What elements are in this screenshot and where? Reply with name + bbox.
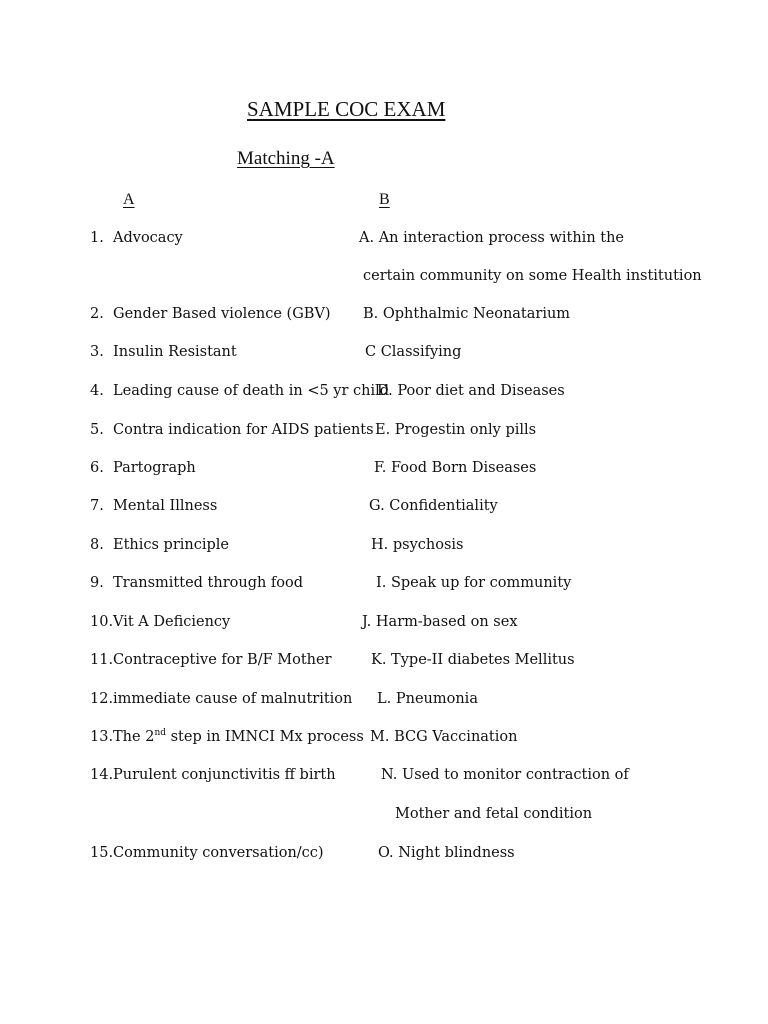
- match-row-14: [0, 764, 768, 786]
- item-definition: J. Harm-based on sex: [362, 614, 518, 630]
- item-number: 2.: [90, 306, 104, 322]
- item-definition: C Classifying: [365, 344, 462, 360]
- item-definition: certain community on some Health institution: [363, 268, 702, 284]
- item-term-end: step in IMNCI Mx process: [166, 729, 364, 745]
- item-definition: O. Night blindness: [378, 845, 515, 861]
- column-b-header: B: [379, 191, 390, 208]
- item-number: 14.: [90, 767, 114, 783]
- ordinal-suffix: nd: [154, 728, 166, 738]
- item-term: Community conversation/cc): [113, 845, 324, 861]
- match-row-9: [0, 572, 768, 594]
- item-number: 12.: [90, 691, 114, 707]
- item-number: 9.: [90, 575, 104, 591]
- match-row-14-continued: [0, 803, 768, 825]
- match-row-7: [0, 495, 768, 517]
- item-definition: E. Progestin only pills: [375, 422, 537, 438]
- item-number: 5.: [90, 422, 104, 438]
- item-term: Partograph: [113, 460, 196, 476]
- item-number: 8.: [90, 537, 104, 553]
- item-definition: K. Type-II diabetes Mellitus: [371, 652, 575, 668]
- item-term-start: The 2: [113, 729, 155, 745]
- match-row-5: [0, 419, 768, 441]
- item-term: Insulin Resistant: [113, 344, 237, 360]
- item-number: 6.: [90, 460, 104, 476]
- item-definition: A. An interaction process within the: [359, 230, 625, 246]
- section-title: Matching -A: [237, 148, 335, 169]
- item-term: Ethics principle: [113, 537, 230, 553]
- match-row-6: [0, 457, 768, 479]
- match-row-4: [0, 380, 768, 402]
- match-row-1: [0, 227, 768, 249]
- exam-title: SAMPLE COC EXAM: [247, 97, 446, 121]
- match-row-13: [0, 726, 768, 748]
- item-definition: Mother and fetal condition: [395, 806, 593, 822]
- item-term: Gender Based violence (GBV): [113, 306, 331, 322]
- item-definition: G. Confidentiality: [369, 498, 498, 514]
- item-definition: B. Ophthalmic Neonatarium: [363, 306, 571, 322]
- item-number: 10.: [90, 614, 114, 630]
- item-definition: M. BCG Vaccination: [370, 729, 518, 745]
- match-row-11: [0, 649, 768, 671]
- item-definition: I. Speak up for community: [376, 575, 572, 591]
- item-term: Mental Illness: [113, 498, 218, 514]
- match-row-10: [0, 611, 768, 633]
- item-term: Contraceptive for B/F Mother: [113, 652, 332, 668]
- item-number: 11.: [90, 652, 114, 668]
- match-row-2: [0, 303, 768, 325]
- item-term: Transmitted through food: [113, 575, 304, 591]
- match-row-12: [0, 688, 768, 710]
- match-row-8: [0, 534, 768, 556]
- item-definition: H. psychosis: [371, 537, 464, 553]
- item-number: 13.: [90, 729, 114, 745]
- item-term: Purulent conjunctivitis ff birth: [113, 767, 336, 783]
- match-row-15: [0, 842, 768, 864]
- item-number: 4.: [90, 383, 104, 399]
- item-number: 1.: [90, 230, 104, 246]
- match-row-1-continued: [0, 265, 768, 287]
- item-definition: L. Pneumonia: [377, 691, 478, 707]
- item-term: immediate cause of malnutrition: [113, 691, 353, 707]
- item-definition: N. Used to monitor contraction of: [381, 767, 629, 783]
- column-a-header: A: [123, 191, 135, 208]
- item-number: 3.: [90, 344, 104, 360]
- item-term: Advocacy: [113, 230, 183, 246]
- item-number: 15.: [90, 845, 114, 861]
- item-term: Contra indication for AIDS patients: [113, 422, 374, 438]
- item-term: Leading cause of death in <5 yr child: [113, 383, 390, 399]
- item-definition: F. Food Born Diseases: [374, 460, 537, 476]
- item-definition: D. Poor diet and Diseases: [377, 383, 565, 399]
- item-term: [113, 726, 364, 748]
- item-term: Vit A Deficiency: [113, 614, 231, 630]
- item-number: 7.: [90, 498, 104, 514]
- match-row-3: [0, 341, 768, 363]
